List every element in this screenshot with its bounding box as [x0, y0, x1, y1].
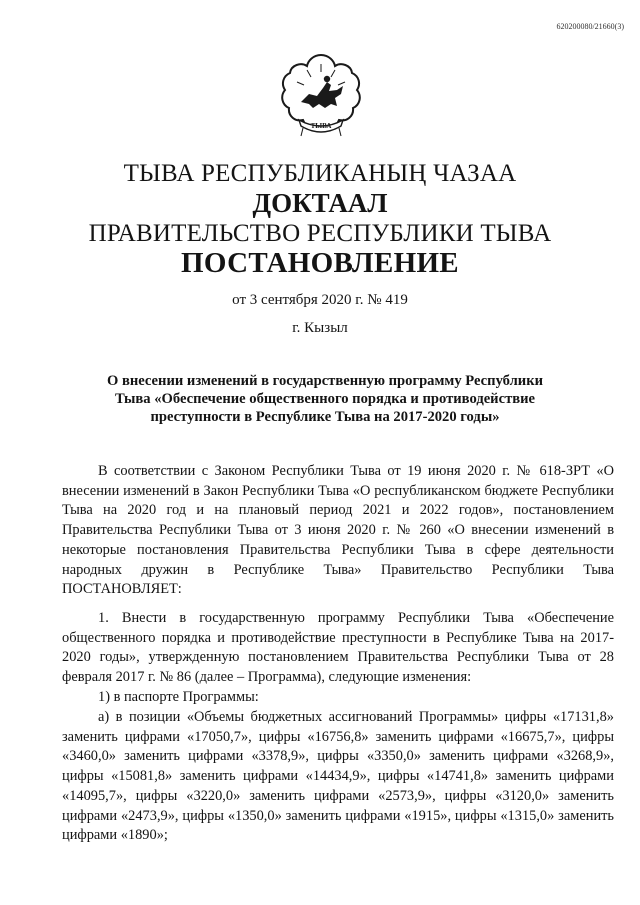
russian-document-type: ПОСТАНОВЛЕНИЕ [181, 247, 459, 279]
tyva-document-type: ДОКТААЛ [252, 188, 388, 218]
russian-organization-name: ПРАВИТЕЛЬСТВО РЕСПУБЛИКИ ТЫВА [88, 220, 552, 247]
document-title: О внесении изменений в государственную программу Республики Тыва «Обеспечение общественного порядка и противодействие преступности в Республике Тыва на 2017-2020 годы» [106, 373, 544, 425]
item-1-paragraph: 1. Внести в государственную программу Республики Тыва «Обеспечение общественного порядка и противодействие преступности в Республике Тыва на 2017-2020 годы», утвержденную постановлением Правительства Республики Тыва от 28 февраля 2017 г. № 86 (далее – Программа), следующие изменения: [62, 610, 614, 686]
document-date-number: от 3 сентября 2020 г. № 419 [232, 292, 408, 308]
preamble-paragraph: В соответствии с Законом Республики Тыва от 19 июня 2020 г. № 618-ЗРТ «О внесении изменений в Закон Республики Тыва «О республиканском бюджете Республики Тыва на 2020 год и на плановый период 2021 и 2022 годов», постановлением Правительства Республики Тыва от 3 июня 2020 г. № 260 «О внесении изменений в некоторые постановления Правительства Республики Тыва в сфере деятельности народных дружин в Республике Тыва» Правительство Республики Тыва ПОСТАНОВЛЯЕТ: [62, 463, 614, 598]
tyva-organization-name: ТЫВА РЕСПУБЛИКАНЫҢ ЧАЗАА [123, 160, 517, 187]
emblem-label: ТЫВА [310, 122, 332, 130]
document-code: 620200080/21660(3) [556, 22, 624, 31]
subitem-1-paragraph: 1) в паспорте Программы: [98, 689, 259, 705]
coat-of-arms-icon [279, 52, 363, 144]
subitem-a-paragraph: а) в позиции «Объемы бюджетных ассигнований Программы» цифры «17131,8» заменить цифрами «17050,7», цифры «16756,8» заменить цифрами «16675,7», цифры «3460,0» заменить цифрами «3378,9», цифры «3350,0» заменить цифрами «3268,9», цифры «15081,8» заменить цифрами «14434,9», цифры «14741,8» заменить цифрами «14095,7», цифры «3220,0» заменить цифрами «2573,9», цифры «3120,0» заменить цифрами «2473,9», цифры «1350,0» заменить цифрами «1915», цифры «1315,0» заменить цифрами «1890»; [62, 709, 614, 844]
document-city: г. Кызыл [292, 320, 348, 336]
